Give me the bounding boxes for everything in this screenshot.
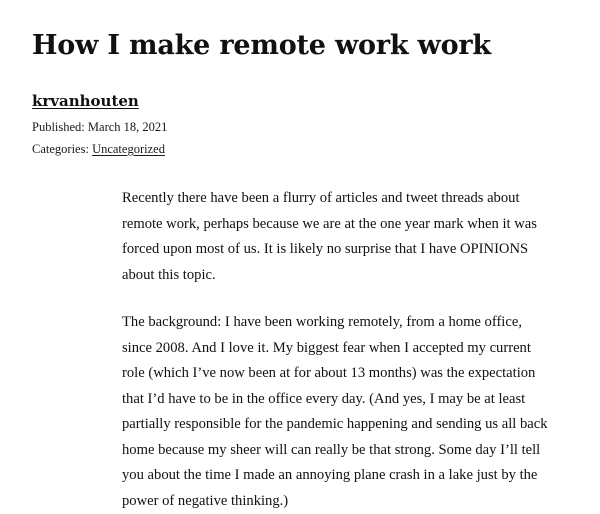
paragraph: Recently there have been a flurry of articles and tweet threads about remote work, perhaps because we are at the one year mark when it was forced upon most of us. It is likely no surprise that I have OPINIONS about this topic. [122, 190, 537, 283]
category-link-uncategorized[interactable]: Uncategorized [92, 141, 165, 156]
post-meta [32, 117, 167, 161]
published-row [32, 117, 167, 139]
article-body [122, 186, 552, 514]
page-title: How I make remote work work [32, 30, 491, 61]
author-link[interactable]: krvanhouten [32, 92, 139, 110]
byline [32, 92, 139, 111]
categories-row [32, 139, 167, 161]
published-label: Published: [32, 120, 85, 134]
paragraph: The background: I have been working remotely, from a home office, since 2008. And I love it. My biggest fear when I accepted my current role (which I’ve now been at for about 13 months) was the expectation that I’d have to be in the office every day. (And yes, I may be at least partially responsible for the pandemic happening and sending us all back home because my sheer will can really be that strong. Some day I’ll tell you about the time I made an annoying plane crash in a lake just by the power of negative thinking.) [122, 314, 548, 509]
categories-label: Categories: [32, 141, 89, 156]
published-date: March 18, 2021 [87, 120, 168, 134]
